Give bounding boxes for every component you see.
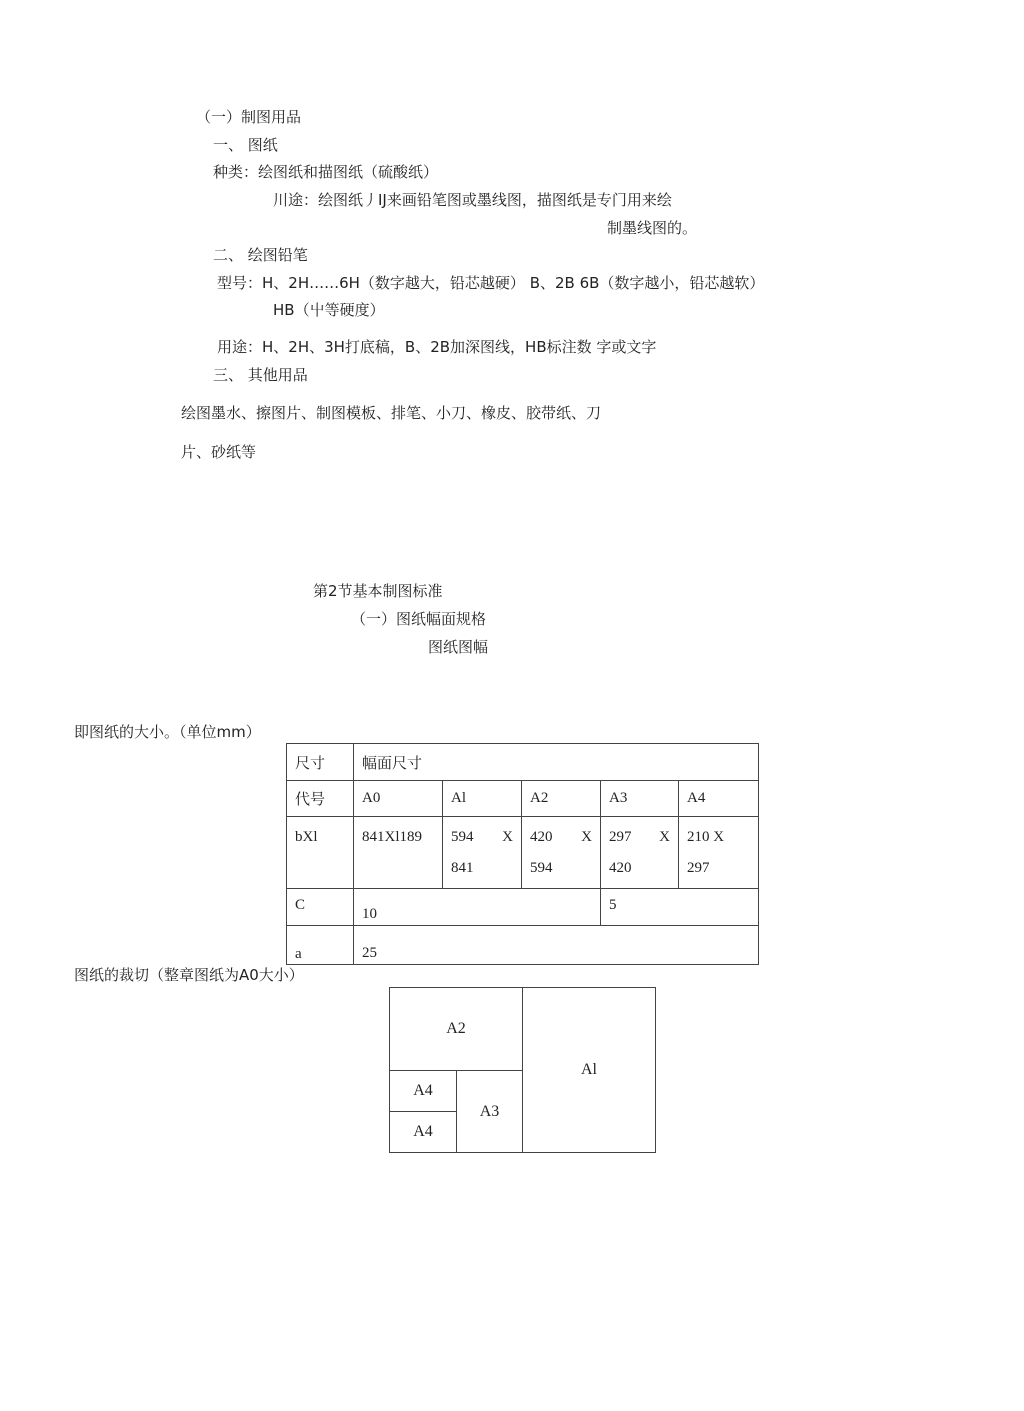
item3-line1: 绘图墨水、擦图片、制图模板、排笔、小刀、橡皮、胶带纸、刀 bbox=[181, 404, 602, 422]
table-cell: 25 bbox=[354, 926, 759, 965]
table-cell: C bbox=[287, 889, 354, 926]
cell-value: 297 bbox=[609, 828, 632, 845]
cell-value: 841 bbox=[451, 859, 474, 876]
cell-value: 594 bbox=[451, 828, 474, 845]
table-cell: A0 bbox=[354, 781, 443, 817]
table-cell bbox=[443, 817, 522, 889]
table-cell: bXl bbox=[287, 817, 354, 889]
cell-value: X bbox=[581, 828, 592, 845]
item1-use-line1: 川途：绘图纸丿IJ来画铅笔图或墨线图，描图纸是专门用来绘 bbox=[273, 191, 672, 209]
table-cell: A2 bbox=[522, 781, 601, 817]
table-cell: 841Xl189 bbox=[354, 817, 443, 889]
paper-size-table bbox=[286, 743, 759, 965]
table-cell: A4 bbox=[679, 781, 759, 817]
table-cell: 代号 bbox=[287, 781, 354, 817]
item2-model-line1: 型号：H、2H……6H（数字越大，铅芯越硬） B、2B 6B（数字越小，铅芯越软） bbox=[217, 274, 765, 292]
table-cell: 10 bbox=[354, 889, 601, 926]
cell-value: 297 bbox=[687, 859, 710, 876]
table-cell bbox=[679, 817, 759, 889]
item1-title: 一、 图纸 bbox=[213, 136, 278, 154]
item2-title: 二、 绘图铅笔 bbox=[213, 246, 308, 264]
section-heading: （一）制图用品 bbox=[196, 108, 302, 126]
item3-title: 三、 其他用品 bbox=[213, 366, 308, 384]
table-cell: 尺寸 bbox=[287, 744, 354, 781]
item1-kind: 种类：绘图纸和描图纸（硫酸纸） bbox=[213, 163, 439, 181]
region-a4-bottom: A4 bbox=[389, 1111, 457, 1153]
item1-use-line2: 制墨线图的。 bbox=[607, 219, 698, 237]
table-cell bbox=[522, 817, 601, 889]
cut-note: 图纸的裁切（整章图纸为A0大小） bbox=[74, 966, 304, 984]
section2-subtitle: （一）图纸幅面规格 bbox=[351, 610, 487, 628]
region-a2: A2 bbox=[389, 987, 523, 1071]
item2-use: 用途：H、2H、3H打底稿，B、2B加深图线，HB标注数 字或文字 bbox=[217, 338, 657, 356]
cell-value: 210 X bbox=[687, 828, 725, 845]
cell-value: X bbox=[659, 828, 670, 845]
section2-title: 第2节基本制图标准 bbox=[313, 582, 443, 600]
table-cell: 5 bbox=[601, 889, 759, 926]
size-note: 即图纸的大小。（单位mm） bbox=[74, 723, 261, 741]
item2-model-line2: HB（屮等硬度） bbox=[273, 301, 385, 319]
table-cell: Al bbox=[443, 781, 522, 817]
section2-subtitle2: 图纸图幅 bbox=[428, 638, 489, 656]
table-cell bbox=[601, 817, 679, 889]
table-cell: 幅面尺寸 bbox=[354, 744, 759, 781]
table-cell: A3 bbox=[601, 781, 679, 817]
table-cell: a bbox=[287, 926, 354, 965]
region-a1: Al bbox=[522, 987, 656, 1153]
region-a4-top: A4 bbox=[389, 1070, 457, 1112]
cell-value: X bbox=[502, 828, 513, 845]
cell-value: 420 bbox=[530, 828, 553, 845]
item3-line2: 片、砂纸等 bbox=[181, 443, 257, 461]
region-a3: A3 bbox=[456, 1070, 523, 1153]
cell-value: 594 bbox=[530, 859, 553, 876]
cell-value: 420 bbox=[609, 859, 632, 876]
